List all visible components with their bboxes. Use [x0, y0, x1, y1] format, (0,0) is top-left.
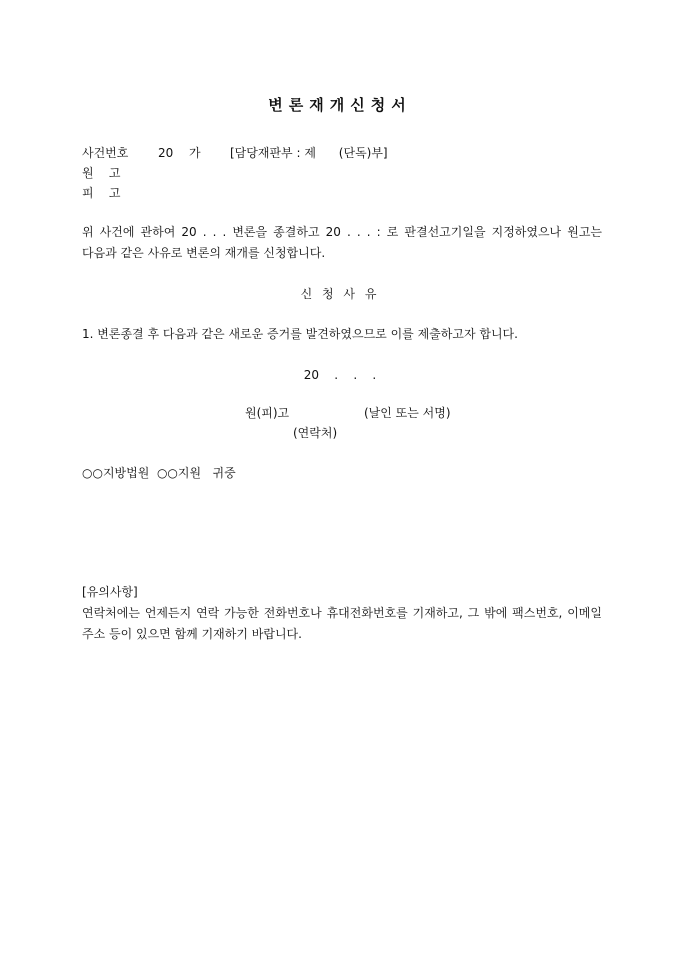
plaintiff-label: 원 고 — [82, 166, 121, 180]
case-year: 20 — [158, 146, 174, 160]
contact-label: (연락처) — [293, 426, 338, 440]
court-addressee: ○○지방법원 ○○지원 귀중 — [82, 466, 236, 480]
reason-heading: 신 청 사 유 — [300, 287, 380, 301]
case-number-label: 사건번호 — [82, 146, 129, 160]
court-division: [담당재판부 : 제 (단독)부] — [230, 146, 388, 160]
document-title: 변론재개신청서 — [268, 96, 412, 114]
signer-label: 원(피)고 — [245, 406, 290, 420]
application-body: 위 사건에 관하여 20 . . . 변론을 종결하고 20 . . . : 로 판결선고기일을 지정하였으나 원고는 다음과 같은 사유로 변론의 재개를 신청합니다. — [82, 225, 602, 260]
seal-note: (날인 또는 서명) — [364, 406, 451, 420]
notice-heading: [유의사항] — [82, 585, 138, 599]
case-type: 가 — [189, 146, 201, 160]
date-line: 20 . . . — [303, 368, 377, 382]
defendant-label: 피 고 — [82, 186, 121, 200]
notice-text: 연락처에는 언제든지 연락 가능한 전화번호나 휴대전화번호를 기재하고, 그 밖에 팩스번호, 이메일 주소 등이 있으면 함께 기재하기 바랍니다. — [82, 606, 602, 641]
reason-item: 1. 변론종결 후 다음과 같은 새로운 증거를 발견하였으므로 이를 제출하고자 합니다. — [82, 327, 518, 341]
